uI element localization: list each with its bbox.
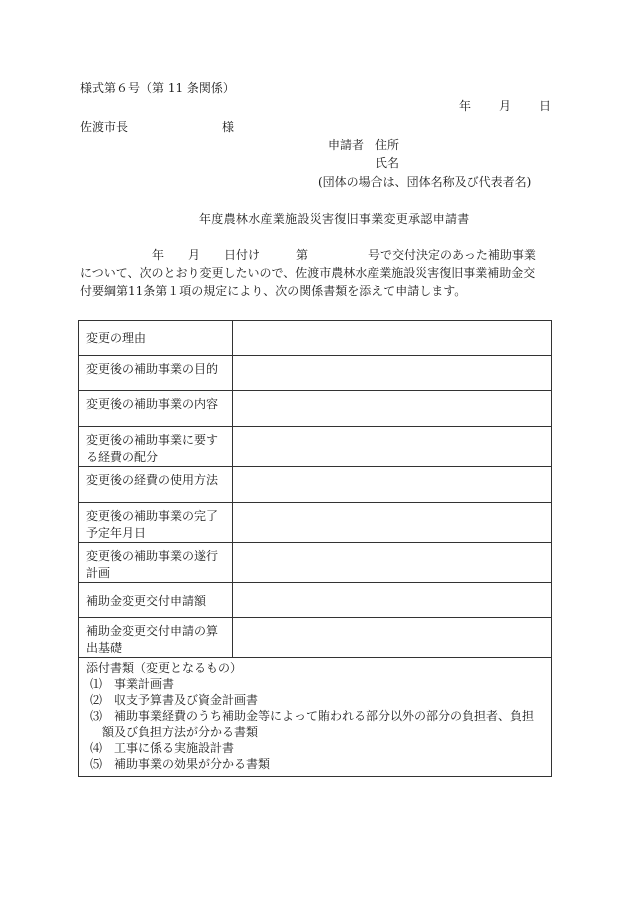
- date-month: 月: [499, 99, 512, 113]
- attachment-item: ⑴ 事業計画書: [90, 677, 175, 691]
- attachment-item: ⑵ 収支予算書及び資金計画書: [90, 693, 259, 707]
- table-row: [79, 391, 552, 427]
- row-value-field[interactable]: [233, 503, 552, 543]
- change-details-table: [78, 320, 552, 777]
- attachments-row: [79, 658, 552, 777]
- row-value-field[interactable]: [233, 391, 552, 427]
- document-title: 年度農林水産業施設災害復旧事業変更承認申請書: [199, 212, 470, 226]
- table-row: [79, 467, 552, 503]
- attachments-title: 添付書類（変更となるもの）: [86, 661, 243, 675]
- applicant-label: 申請者: [328, 138, 365, 152]
- table-row: [79, 543, 552, 583]
- group-note: (団体の場合は、団体名称及び代表者名): [318, 175, 532, 189]
- name-label: 氏名: [375, 156, 400, 170]
- row-label: 変更の理由: [79, 321, 233, 356]
- honorific: 様: [222, 120, 235, 134]
- row-label: 変更後の補助事業の遂行計画: [79, 543, 233, 583]
- date-year: 年: [459, 99, 472, 113]
- addressee: [80, 121, 234, 133]
- row-label: 補助金変更交付申請の算出基礎: [79, 618, 233, 658]
- row-value-field[interactable]: [233, 543, 552, 583]
- row-label: 変更後の補助事業の完了予定年月日: [79, 503, 233, 543]
- address-label: 住所: [375, 138, 400, 152]
- row-value-field[interactable]: [233, 583, 552, 618]
- row-label: 変更後の補助事業に要する経費の配分: [79, 427, 233, 467]
- date-line: [459, 100, 551, 112]
- attachment-item: ⑷ 工事に係る実施設計書: [90, 741, 235, 755]
- attachments-cell: [79, 658, 552, 777]
- row-label: 変更後の補助事業の目的: [79, 356, 233, 391]
- attachment-item-continued: 額及び負担方法が分かる書類: [102, 725, 259, 739]
- body-line-1: 年 月 日付け 第 号で交付決定のあった補助事業: [80, 248, 536, 262]
- attachment-item: ⑸ 補助事業の効果が分かる書類: [90, 757, 271, 771]
- row-value-field[interactable]: [233, 356, 552, 391]
- row-value-field[interactable]: [233, 321, 552, 356]
- body-text: [80, 246, 555, 300]
- row-label: 変更後の経費の使用方法: [79, 467, 233, 503]
- table-row: [79, 618, 552, 658]
- body-line-3: 付要綱第11条第１項の規定により、次の関係書類を添えて申請します。: [80, 284, 467, 298]
- table-row: [79, 503, 552, 543]
- row-label: 変更後の補助事業の内容: [79, 391, 233, 427]
- row-label: 補助金変更交付申請額: [79, 583, 233, 618]
- table-row: [79, 583, 552, 618]
- date-day: 日: [539, 99, 552, 113]
- table-row: [79, 427, 552, 467]
- addressee-name: 佐渡市長: [80, 120, 129, 134]
- table-row: [79, 321, 552, 356]
- body-line-2: について、次のとおり変更したいので、佐渡市農林水産業施設災害復旧事業補助金交: [80, 266, 536, 280]
- form-number: 様式第６号（第 11 条関係）: [80, 81, 235, 95]
- row-value-field[interactable]: [233, 618, 552, 658]
- row-value-field[interactable]: [233, 427, 552, 467]
- attachment-item: ⑶ 補助事業経費のうち補助金等によって賄われる部分以外の部分の負担者、負担: [90, 709, 535, 723]
- table-row: [79, 356, 552, 391]
- row-value-field[interactable]: [233, 467, 552, 503]
